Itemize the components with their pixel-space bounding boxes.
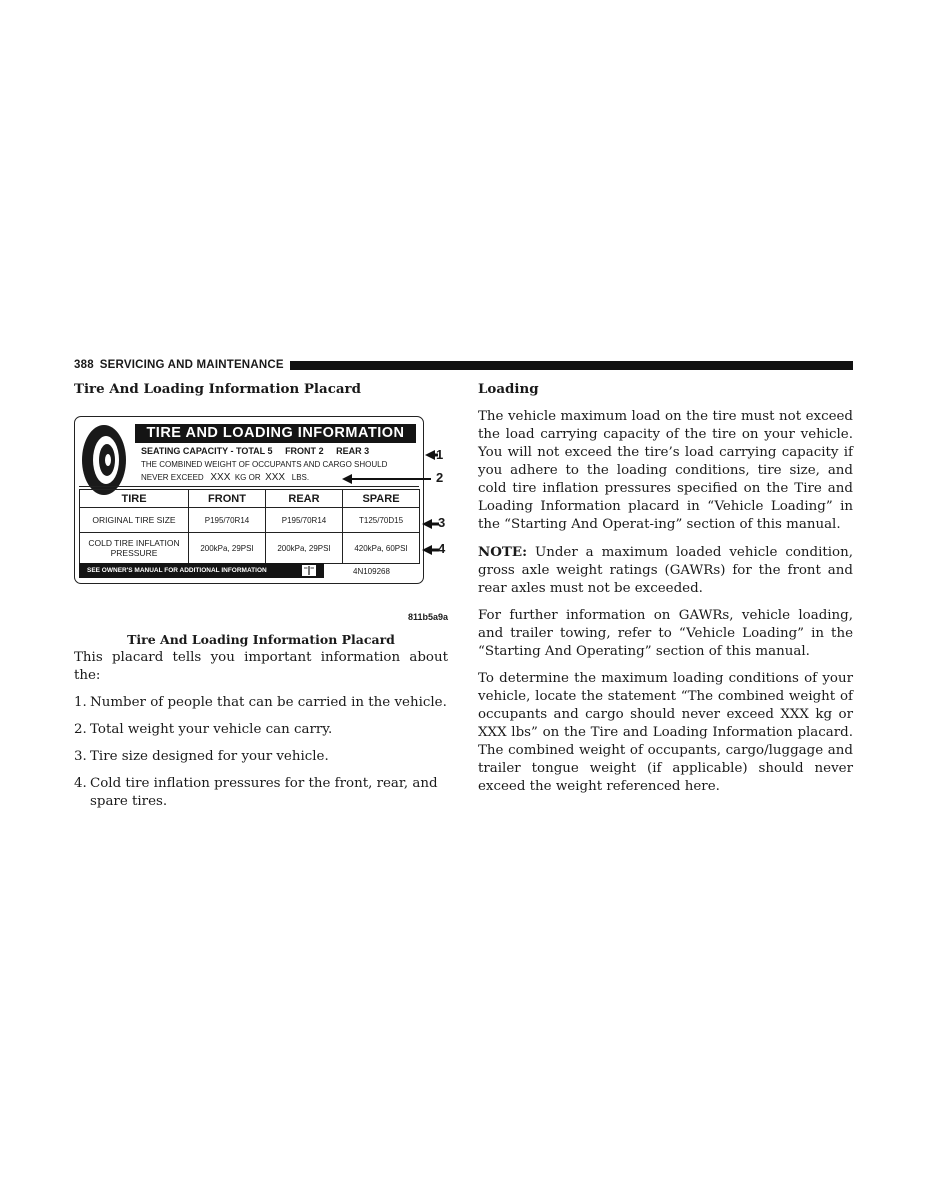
callout-4: 4	[438, 541, 446, 556]
list-text: Cold tire inflation pressures for the front, rear, and spare tires.	[90, 776, 438, 809]
tire-loading-placard	[74, 416, 424, 584]
loading-paragraph-1: The vehicle maximum load on the tire must not exceed the load carrying capacity of the tire on your vehicle. You will not exceed the tire’s load carrying capacity if you adhere to the loading conditions, tire size, and cold tire inflation pressures specified on the Tire and Loading Information placard in “Vehicle Loading” in the “Starting And Operat-ing” section of this manual.	[478, 409, 853, 532]
list-item	[74, 721, 448, 739]
figure-id: 811b5a9a	[407, 612, 448, 622]
loading-paragraph-3: To determine the maximum loading conditions of your vehicle, locate the statement “The combined weight of occupants and cargo should never exceed XXX kg or XXX lbs” on the Tire and Loading Information placard. The combined weight of occupants, cargo/luggage and trailer tongue weight (if applicable) should never exceed the weight referenced here.	[478, 671, 853, 794]
col-spare: SPARE	[343, 490, 420, 508]
figure-caption: Tire And Loading Information Placard	[127, 632, 395, 647]
callout-1: 1	[436, 447, 444, 462]
seating-total: 5	[267, 446, 273, 456]
row-label: ORIGINAL TIRE SIZE	[80, 508, 189, 533]
page-number: 388	[74, 359, 94, 371]
cell: 420kPa, 60PSI	[343, 533, 420, 564]
table-row	[80, 508, 420, 533]
cell: T125/70D15	[343, 508, 420, 533]
seating-front-label: FRONT	[285, 446, 317, 456]
list-item	[74, 775, 448, 811]
never-exceed-line	[141, 472, 309, 483]
lbs-label: LBS.	[291, 473, 310, 482]
owner-manual-bar	[79, 563, 324, 578]
kg-or: KG OR	[234, 473, 261, 482]
info-list	[74, 694, 448, 811]
col-tire: TIRE	[80, 490, 189, 508]
list-text: Number of people that can be carried in the vehicle.	[90, 695, 447, 710]
callout-3: 3	[438, 515, 446, 530]
placard-heading: Tire And Loading Information Placard	[74, 381, 361, 397]
list-item	[74, 748, 448, 766]
placard-title: TIRE AND LOADING INFORMATION	[135, 424, 416, 443]
seating-capacity	[141, 446, 369, 456]
seating-front-value: 2	[318, 446, 324, 456]
list-text: Total weight your vehicle can carry.	[90, 722, 333, 737]
book-icon	[302, 565, 316, 576]
intro-paragraph: This placard tells you important information about the:	[74, 650, 448, 683]
col-front: FRONT	[189, 490, 266, 508]
note-label: NOTE:	[478, 544, 528, 560]
list-number: 1.	[74, 695, 87, 710]
seating-label: SEATING CAPACITY - TOTAL	[141, 446, 266, 456]
xxx-kg: XXX	[210, 472, 231, 483]
table-row	[80, 533, 420, 564]
never-exceed-label: NEVER EXCEED	[141, 473, 204, 482]
row-label: COLD TIRE INFLATION PRESSURE	[80, 533, 189, 564]
list-number: 2.	[74, 722, 87, 737]
col-rear: REAR	[266, 490, 343, 508]
list-number: 3.	[74, 749, 87, 764]
cell: 200kPa, 29PSI	[189, 533, 266, 564]
cell: 200kPa, 29PSI	[266, 533, 343, 564]
list-item	[74, 694, 448, 712]
cell: P195/70R14	[266, 508, 343, 533]
page-header	[74, 357, 853, 373]
loading-paragraph-2: For further information on GAWRs, vehicle loading, and trailer towing, refer to “Vehicle Loading” in the “Starting And Operating” section of this manual.	[478, 608, 853, 659]
tire-table	[79, 489, 420, 564]
list-number: 4.	[74, 776, 87, 791]
callout-2: 2	[436, 470, 444, 485]
cell: P195/70R14	[189, 508, 266, 533]
note-paragraph	[478, 543, 853, 598]
note-text: Under a maximum loaded vehicle condition, gross axle weight ratings (GAWRs) for the front and rear axles must not be exceeded.	[478, 545, 853, 596]
section-title: SERVICING AND MAINTENANCE	[99, 359, 284, 371]
seating-rear-value: 3	[364, 446, 370, 456]
right-column	[478, 380, 853, 805]
owner-manual-note: SEE OWNER'S MANUAL FOR ADDITIONAL INFORMATION	[87, 567, 267, 574]
placard-code: 4N109268	[353, 567, 390, 576]
callout-arrow-icon	[342, 474, 432, 484]
xxx-lbs: XXX	[265, 472, 286, 483]
list-text: Tire size designed for your vehicle.	[90, 749, 329, 764]
combined-weight-text: THE COMBINED WEIGHT OF OCCUPANTS AND CARGO SHOULD	[141, 460, 388, 469]
header-rule	[290, 361, 853, 370]
placard-divider	[79, 486, 419, 487]
loading-heading: Loading	[478, 381, 539, 397]
seating-rear-label: REAR	[336, 446, 362, 456]
left-column	[74, 380, 448, 811]
placard-figure	[74, 416, 448, 629]
